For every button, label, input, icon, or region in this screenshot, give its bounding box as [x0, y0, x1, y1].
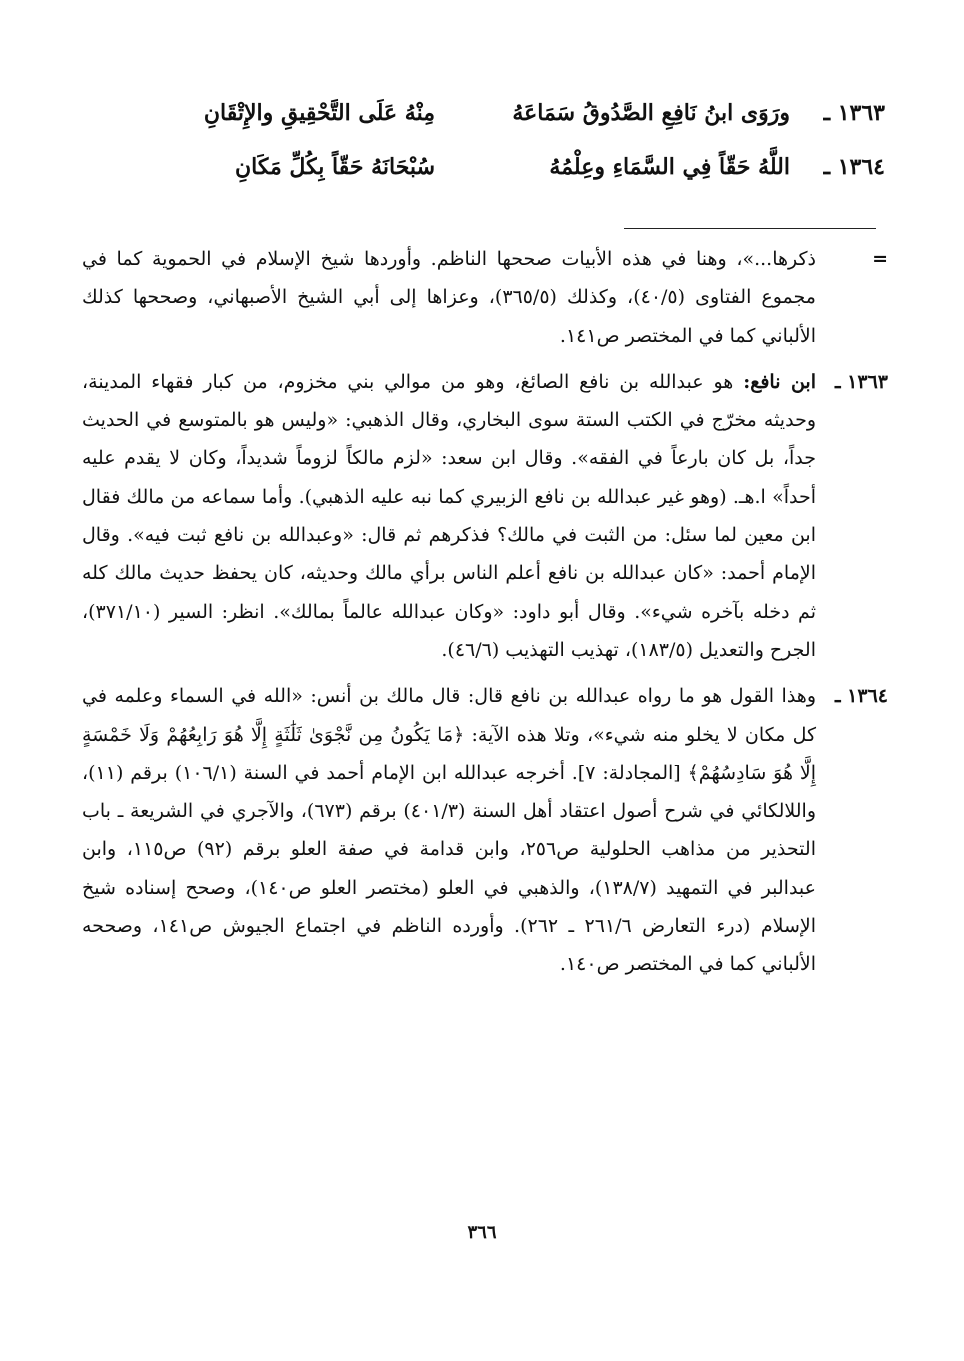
footnotes [82, 240, 888, 992]
verse-first-hemistich: ورَوَى ابنُ نَافِعِ الصَّدُوقُ سَمَاعَهُ [512, 100, 790, 126]
page-number: ٣٦٦ [467, 1222, 497, 1243]
footnote-text [82, 677, 816, 983]
footnote-marker: ١٣٦٤ ـ [834, 685, 888, 708]
footnote-text [82, 363, 816, 669]
verse-number: ١٣٦٤ ـ [823, 154, 885, 180]
footnote-1364 [82, 677, 888, 983]
footnote-text [82, 240, 816, 355]
footnote-heading: ابن نافع: [743, 370, 816, 393]
verse-block [70, 100, 885, 208]
verse-second-hemistich: سُبْحَانَهُ حَقّاً بِكُلِّ مَكَانِ [234, 154, 435, 180]
verse-second-hemistich: مِنْهُ عَلَى التَّحْقِيقِ والإِتْقَانِ [203, 100, 435, 126]
footnote-separator [624, 228, 876, 229]
footnote-body: هو عبدالله بن نافع الصائغ، وهو من موالي بني مخزوم، من كبار فقهاء المدينة، وحديثه مخرّج في الكتب الستة سوى البخاري، وقال الذهبي: «وليس هو بالمتوسع في الحديث جداً، بل كان بارعاً في الفقه». وقال ابن سعد: «لزم مالكاً لزوماً شديداً، وكان لا يقدم عليه أحداً» ا.هـ. (وهو غير عبدالله بن نافع الزبيري كما نبه عليه الذهبي). وأما سماعه من مالك فقال ابن معين لما سئل: من الثبت في مالك؟ فذكرهم ثم قال: «وعبدالله بن نافع ثبت فيه». وقال الإمام أحمد: «كان عبدالله بن نافع أعلم الناس برأي مالك وحديثه، كان يحفظ حديث مالك كله ثم دخله بآخره شيء». وقال أبو داود: «وكان عبدالله عالماً بمالك». انظر: السير (٣٧١/١٠)، الجرح والتعديل (١٨٣/٥)، تهذيب التهذيب (٤٦/٦). [82, 370, 816, 661]
verse-line-1364 [70, 154, 885, 208]
footnote-continuation [82, 240, 888, 355]
verse-number: ١٣٦٣ ـ [823, 100, 885, 126]
footnote-marker: = [872, 248, 888, 270]
verse-first-hemistich: اللَّهُ حَقّاً فِي السَّمَاءِ وعِلْمُهُ [549, 154, 790, 180]
footnote-1363 [82, 363, 888, 669]
footnote-body: ذكرها...»، وهنا في هذه الأبيات صححها الناظم. وأوردها شيخ الإسلام في الحموية كما في مجموع الفتاوى (٤٠/٥)، وكذلك (٣٦٥/٥)، وعزاها إلى أبي الشيخ الأصبهاني، وصححها كذلك الألباني كما في المختصر ص١٤١. [82, 248, 816, 347]
footnote-marker: ١٣٦٣ ـ [834, 370, 888, 393]
footnote-body: وهذا القول هو ما رواه عبدالله بن نافع قال: قال مالك بن أنس: «الله في السماء وعلمه في كل مكان لا يخلو منه شيء»، وتلا هذه الآية: ﴿مَا يَكُونُ مِن نَّجْوَىٰ ثَلَٰثَةٍ إِلَّا هُوَ رَابِعُهُمْ وَلَا خَمْسَةٍ إِلَّا هُوَ سَادِسُهُمْ﴾ [المجادلة: ٧]. أخرجه عبدالله ابن الإمام أحمد في السنة (١٠٦/١) برقم (١١)، واللالكائي في شرح أصول اعتقاد أهل السنة (٤٠١/٣) برقم (٦٧٣)، والآجري في الشريعة ـ باب التحذير من مذاهب الحلولية ص٢٥٦، وابن قدامة في صفة العلو برقم (٩٢) ص١١٥، وابن عبدالبر في التمهيد (١٣٨/٧)، والذهبي في العلو (مختصر العلو ص١٤٠)، وصحح إسناده شيخ الإسلام (درء التعارض ٢٦١/٦ ـ ٢٦٢). وأورده الناظم في اجتماع الجيوش ص١٤١، وصححه الألباني كما في المختصر ص١٤٠. [82, 685, 817, 976]
verse-line-1363 [70, 100, 885, 154]
